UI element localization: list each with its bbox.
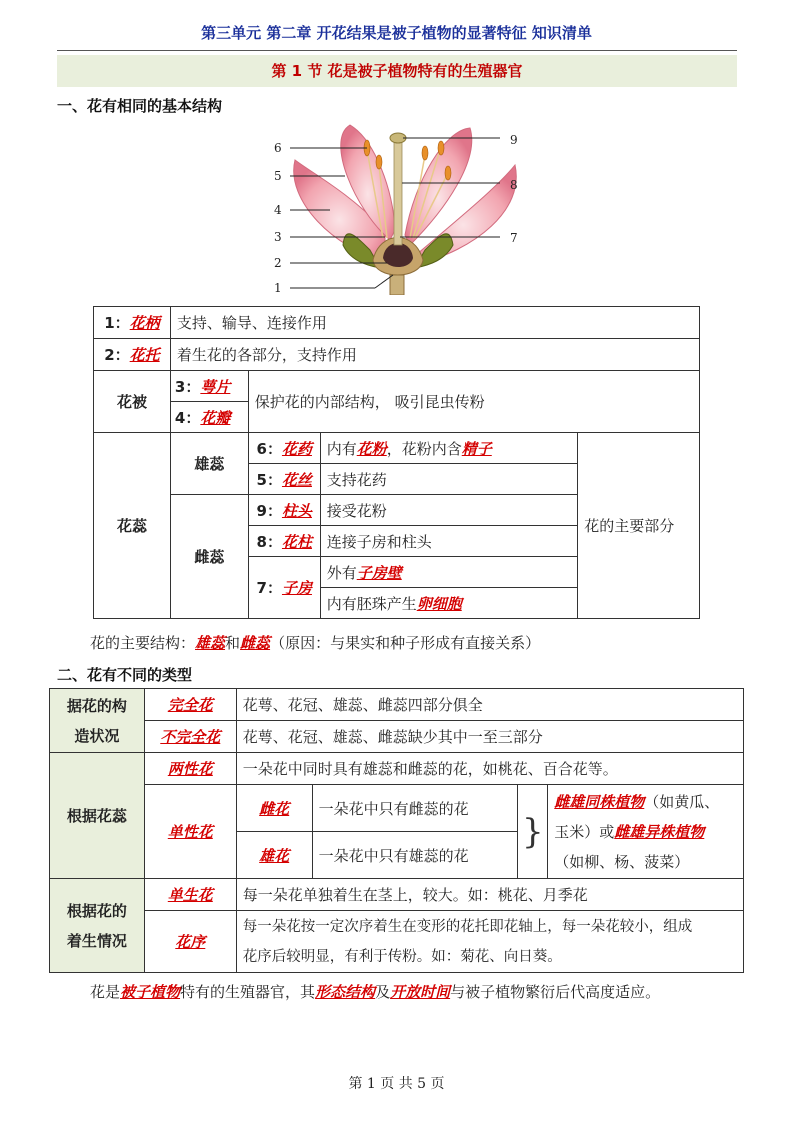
pedicel [390, 275, 404, 295]
cell-incomplete-flower-desc: 花萼、花冠、雄蕊、雌蕊缺少其中一至三部分 [236, 721, 743, 753]
cell-inflorescence-desc: 每一朵花按一定次序着生在变形的花托即花轴上，每一朵花较小，组成 花序后较明显，有利于传粉。如：菊花、向日葵。 [236, 911, 743, 973]
cell-style: 8：花柱 [248, 526, 320, 557]
cell-g3-label: 根据花的 着生情况 [50, 879, 145, 973]
cell-petal: 4：花瓣 [170, 402, 248, 433]
cell-sepal: 3：萼片 [170, 371, 248, 402]
cell-bisexual-flower-desc: 一朵花中同时具有雄蕊和雌蕊的花，如桃花、百合花等。 [236, 753, 743, 785]
diagram-label-5: 5 [274, 169, 282, 183]
cell-female-flower: 雌花 [236, 785, 312, 832]
diagram-label-9: 9 [510, 133, 518, 147]
table-row [50, 753, 744, 785]
section-heading: 第 1 节 花是被子植物特有的生殖器官 [57, 55, 737, 87]
table-row [50, 689, 744, 721]
table-row [50, 721, 744, 753]
cell-complete-flower-desc: 花萼、花冠、雄蕊、雌蕊四部分俱全 [236, 689, 743, 721]
flower-types-table [49, 688, 744, 973]
table-row [94, 339, 700, 371]
style [394, 140, 402, 245]
diagram-label-8: 8 [510, 178, 518, 192]
cell-solitary-flower-desc: 每一朵花单独着生在茎上，较大。如：桃花、月季花 [236, 879, 743, 911]
cell-stamen-label: 雄蕊 [170, 433, 248, 495]
brace-icon: } [518, 785, 548, 879]
cell-female-flower-desc: 一朵花中只有雌蕊的花 [312, 785, 518, 832]
cell-main-part: 花的主要部分 [578, 433, 700, 619]
cell-style-desc: 连接子房和柱头 [320, 526, 577, 557]
cell-stigma: 9：柱头 [248, 495, 320, 526]
cell-solitary-flower: 单生花 [144, 879, 236, 911]
structure-table [93, 306, 700, 619]
cell-ovary: 7：子房 [248, 557, 320, 619]
part2-heading: 二、花有不同的类型 [57, 666, 193, 684]
cell-pedicel-name: 1：花柄 [94, 307, 171, 339]
main-structure-summary: 花的主要结构：雄蕊和雌蕊（原因：与果实和种子形成有直接关系） [90, 634, 541, 652]
table-row [50, 879, 744, 911]
cell-male-flower: 雄花 [236, 832, 312, 879]
table-row [94, 433, 700, 464]
cell-anther-desc: 内有花粉，花粉内含精子 [320, 433, 577, 464]
cell-bisexual-flower: 两性花 [144, 753, 236, 785]
cell-pistil-label: 雌蕊 [170, 495, 248, 619]
diagram-label-2: 2 [274, 256, 282, 270]
diagram-label-6: 6 [274, 141, 282, 155]
cell-complete-flower: 完全花 [144, 689, 236, 721]
cell-perianth-desc: 保护花的内部结构， 吸引昆虫传粉 [248, 371, 699, 433]
cell-incomplete-flower: 不完全花 [144, 721, 236, 753]
part1-heading: 一、花有相同的基本结构 [57, 97, 223, 115]
cell-ovary-wall: 外有子房壁 [320, 557, 577, 588]
page-number: 第 1 页 共 5 页 [348, 1076, 445, 1092]
table-row [94, 307, 700, 339]
table-row [50, 911, 744, 973]
cell-filament: 5：花丝 [248, 464, 320, 495]
cell-pedicel-desc: 支持、输导、连接作用 [170, 307, 699, 339]
cell-ovary-egg: 内有胚珠产生卵细胞 [320, 588, 577, 619]
diagram-label-3: 3 [274, 230, 282, 244]
table-row [50, 785, 744, 832]
page-title: 第三单元 第二章 开花结果是被子植物的显著特征 知识清单 [201, 24, 592, 42]
cell-unisexual-flower: 单性花 [144, 785, 236, 879]
cell-g1-label: 据花的构 造状况 [50, 689, 145, 753]
diagram-label-1: 1 [274, 281, 282, 295]
title-divider [57, 50, 737, 51]
cell-unisexual-note: 雌雄同株植物（如黄瓜、 玉米）或雌雄异株植物 （如柳、杨、菠菜） [548, 785, 744, 879]
cell-receptacle-desc: 着生花的各部分，支持作用 [170, 339, 699, 371]
cell-inflorescence: 花序 [144, 911, 236, 973]
cell-receptacle-name: 2：花托 [94, 339, 171, 371]
diagram-label-4: 4 [274, 203, 282, 217]
cell-stigma-desc: 接受花粉 [320, 495, 577, 526]
cell-perianth-label: 花被 [94, 371, 171, 433]
diagram-label-7: 7 [510, 231, 518, 245]
cell-male-flower-desc: 一朵花中只有雄蕊的花 [312, 832, 518, 879]
flower-diagram [275, 120, 535, 295]
cell-stamen-pistil-label: 花蕊 [94, 433, 171, 619]
closing-sentence: 花是被子植物特有的生殖器官，其形态结构及开放时间与被子植物繁衍后代高度适应。 [90, 983, 661, 1001]
cell-filament-desc: 支持花药 [320, 464, 577, 495]
cell-g2-label: 根据花蕊 [50, 753, 145, 879]
cell-anther: 6：花药 [248, 433, 320, 464]
table-row [94, 371, 700, 402]
